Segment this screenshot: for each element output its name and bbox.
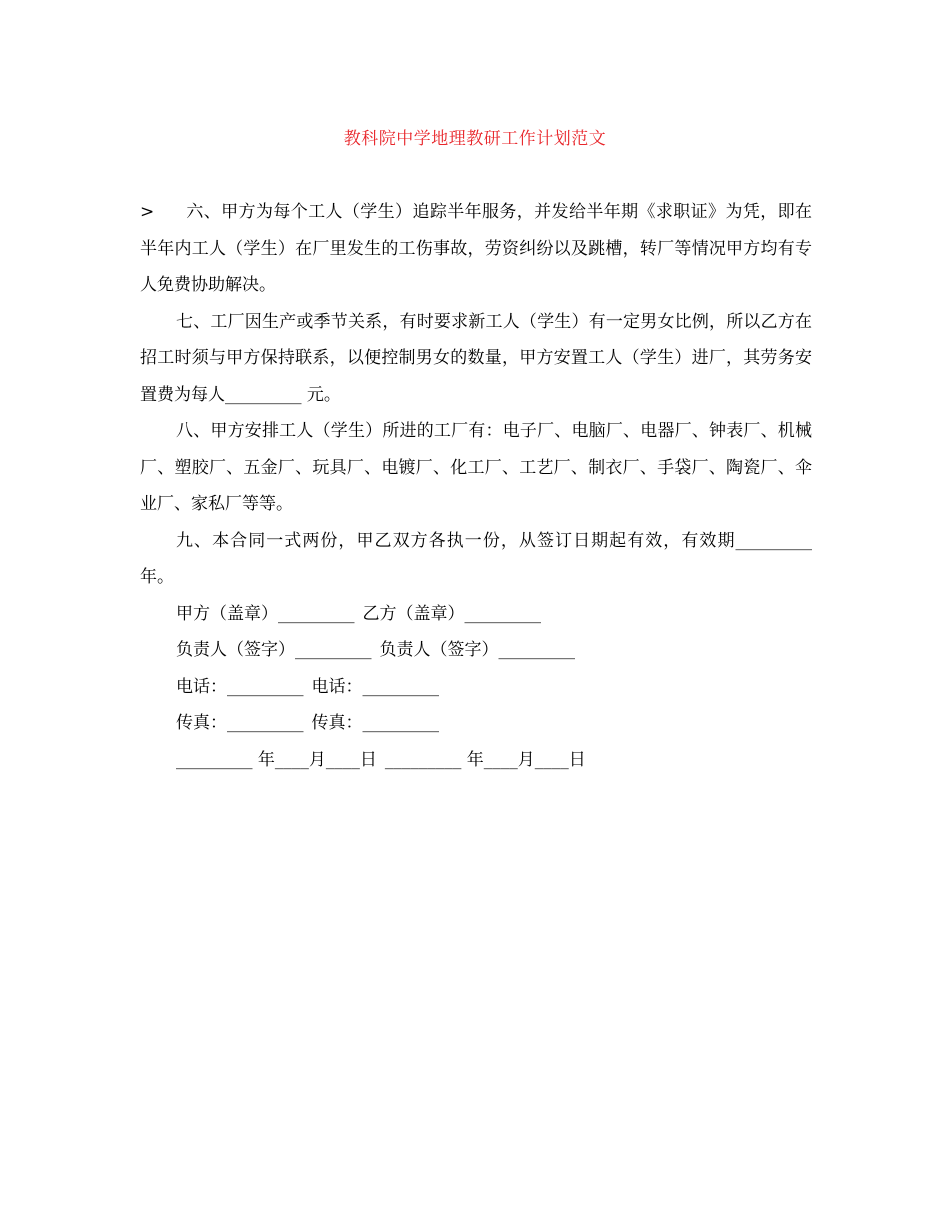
party-a-seal: 甲方（盖章）_________ — [176, 603, 355, 624]
phone-row — [140, 669, 812, 706]
party-a-date: _________ 年____月____日 — [176, 749, 377, 770]
list-marker: > — [140, 202, 155, 222]
document-title: 教科院中学地理教研工作计划范文 — [343, 129, 607, 149]
party-b-signer: 负责人（签字）_________ — [379, 640, 575, 660]
paragraph-seven: 七、工厂因生产或季节关系，有时要求新工人（学生）有一定男女比例，所以乙方在招工时须与甲方保持联系，以便控制男女的数量，甲方安置工人（学生）进厂，其劳务安置费为每人_________ 元。 — [140, 311, 812, 405]
paragraph-nine: 九、本合同一式两份，甲乙双方各执一份，从签订日期起有效，有效期_________ 年。 — [140, 530, 812, 587]
fax-row — [140, 705, 812, 742]
party-a-fax: 传真：_________ — [176, 713, 304, 733]
signer-row — [140, 632, 812, 669]
party-a-phone: 电话：_________ — [176, 676, 304, 697]
paragraph-eight: 八、甲方安排工人（学生）所进的工厂有：电子厂、电脑厂、电器厂、钟表厂、机械厂、塑胶厂、五金厂、玩具厂、电镀厂、化工厂、工艺厂、制衣厂、手袋厂、陶瓷厂、伞业厂、家私厂等等。 — [140, 421, 812, 514]
party-b-phone: 电话：_________ — [311, 676, 439, 697]
party-b-date: _________ 年____月____日 — [384, 749, 586, 770]
party-a-signer: 负责人（签字）_________ — [176, 640, 372, 660]
paragraph-six-text: 六、甲方为每个工人（学生）追踪半年服务，并发给半年期《求职证》为凭，即在半年内工人（学生）在厂里发生的工伤事故，劳资纠纷以及跳槽，转厂等情况甲方均有专人免费协助解决。 — [140, 202, 812, 295]
party-b-seal: 乙方（盖章）_________ — [362, 603, 541, 624]
paragraph-six — [140, 194, 812, 304]
document-body — [140, 194, 812, 778]
seal-row — [140, 596, 812, 633]
date-row — [140, 742, 812, 779]
party-b-fax: 传真：_________ — [311, 713, 439, 733]
